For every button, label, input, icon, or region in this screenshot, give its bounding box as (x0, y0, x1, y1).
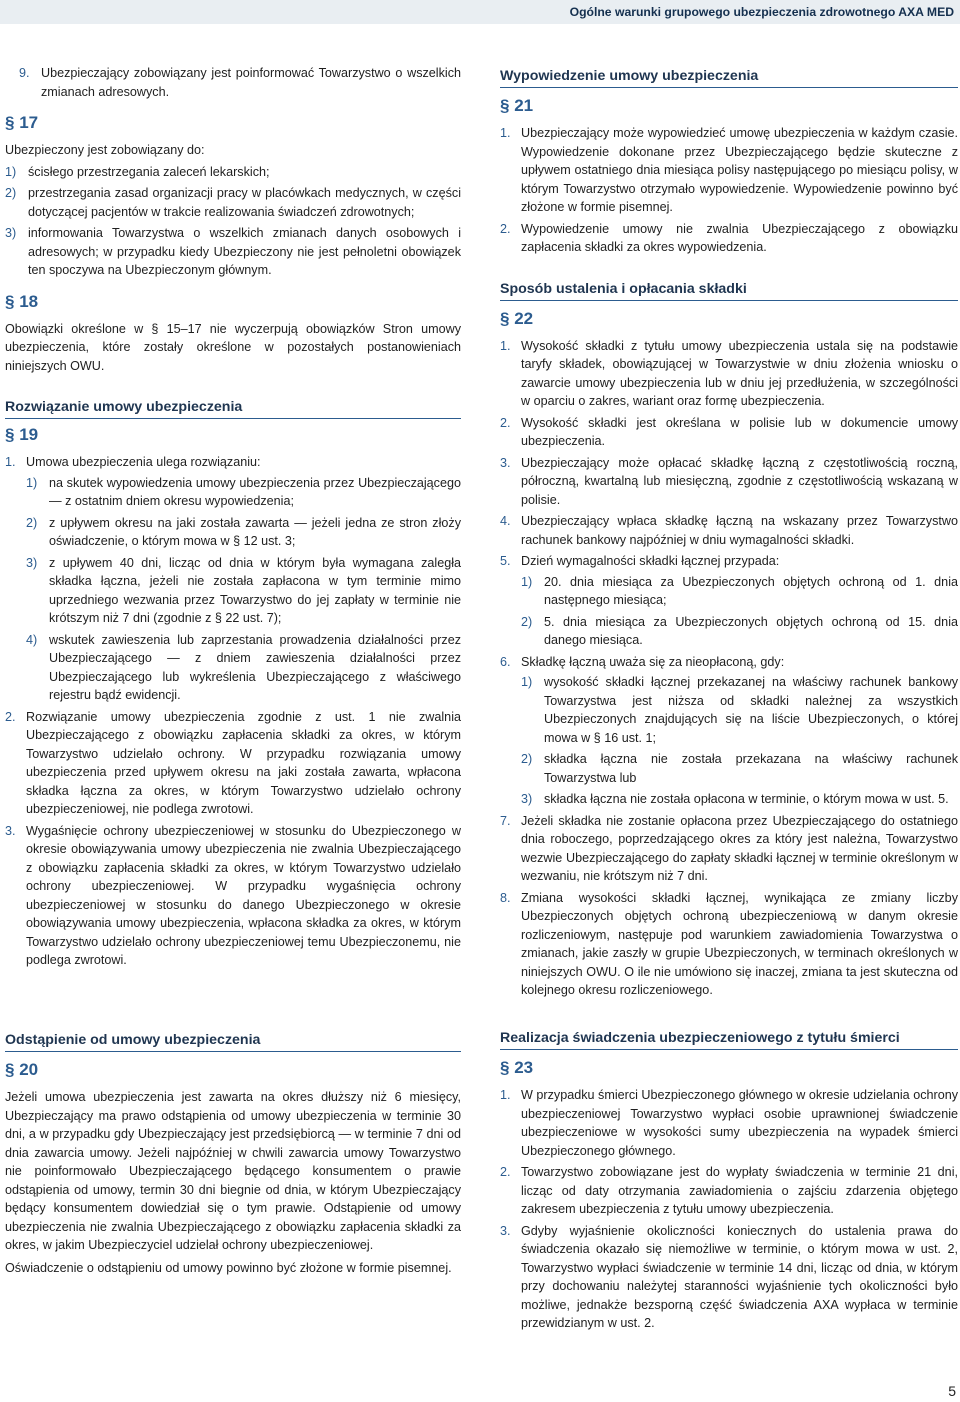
section-22-heading (500, 309, 958, 329)
list-item (500, 552, 958, 650)
item-marker: 3) (5, 226, 17, 240)
item-marker: 9. (19, 66, 30, 80)
item-text: wskutek zawieszenia lub zaprzestania prowadzenia działalności przez Ubezpieczającego — z dniem zawieszenia działalności przez Ubezpieczającego lub wykreślenia Ubezpieczającego z właściwego rejestru bądź ewidencji. (49, 632, 461, 702)
list-item (500, 512, 958, 549)
page-header (0, 0, 960, 24)
item-marker: 1. (5, 455, 16, 469)
item-text: składka łączna nie została przekazana na właściwy rachunek Towarzystwa lub (544, 752, 958, 785)
list-item (500, 889, 958, 1000)
sub-list (521, 573, 958, 650)
item-text: Ubezpieczający może opłacać składkę łączną z częstotliwością roczną, półroczną, kwartalną lub miesięczną, zgodnie z częstotliwością wskazaną w polisie. (521, 455, 958, 507)
right-column-bottom (500, 1030, 958, 1336)
section-21-heading (500, 96, 958, 116)
item-marker: 5. (500, 554, 511, 568)
section-20-heading (5, 1060, 461, 1080)
item-marker: 1) (5, 164, 17, 179)
item-marker: 6. (500, 654, 511, 669)
sub-list-item (26, 631, 461, 705)
section-22-title: Sposób ustalenia i opłacania składki (500, 281, 958, 301)
list-item (500, 414, 958, 451)
item-text: z upływem okresu na jaki została zawarta — jeżeli jedna ze stron złoży oświadczenie, o którym mowa w § 12 ust. 3; (49, 515, 461, 548)
section-number: 19 (19, 425, 39, 444)
item-9-list (5, 64, 461, 101)
item-text: z upływem 40 dni, licząc od dnia w którym była wymagana zaległa składka łączna, jeżeli nie została zapłacona w tym terminie mimo uprzedniego wezwania przez Towarzystwo do jej zapłaty w terminie nie krótszym niż 7 dni (zgodnie z § 22 ust. 7); (49, 555, 461, 625)
sub-list-item (26, 474, 461, 511)
item-text: Składkę łączną uważa się za nieopłaconą, gdy: (521, 654, 785, 669)
section-17-list (5, 163, 461, 280)
section-18-heading (5, 292, 461, 312)
item-marker: 4. (500, 514, 511, 528)
item-marker: 2. (500, 221, 511, 236)
item-marker: 3) (521, 792, 533, 806)
paragraph-sign: § (5, 291, 15, 311)
item-marker: 2) (5, 186, 17, 200)
paragraph-sign: § (500, 1058, 510, 1077)
item-text: Zmiana wysokości składki łącznej, wynikająca ze zmiany liczby Ubezpieczonych objętych ochroną ubezpieczeniową w danym okresie rozliczeniowym, następuje pod warunkiem zawiadomienia Towarzystwa o zmianach, jakie zaszły w grupie Ubezpieczonych, w terminach określonych w niniejszych OWU. O ile nie umówiono się inaczej, zmiana ta jest skuteczna od kolejnego okresu rozliczeniowego. (521, 890, 958, 997)
sub-list-item (26, 514, 461, 551)
section-21-title: Wypowiedzenie umowy ubezpieczenia (500, 68, 958, 88)
section-number: 17 (19, 113, 39, 132)
list-item (5, 822, 461, 970)
item-text: Wygaśnięcie ochrony ubezpieczeniowej w stosunku do Ubezpieczonego w okresie obowiązywania umowy ubezpieczenia nie zwalnia Ubezpieczającego z obowiązku zapłacenia składki za okres, w którym Towarzystwo udzielało ochrony ubezpieczeniowej. W przypadku wygaśnięcia ochrony ubezpieczeniowej w stosunku do danego Ubezpieczonego w okresie obowiązywania umowy ubezpieczenia, wpłacona składka za okres, w którym Towarzystwo udzielało ochrony ubezpieczeniowej temu Ubezpieczonemu, nie podlega zwrotowi. (26, 823, 461, 967)
document-title (570, 5, 954, 19)
section-number: 22 (514, 308, 534, 328)
list-item (500, 1163, 958, 1219)
left-column (5, 64, 461, 973)
item-text: ścisłego przestrzegania zaleceń lekarskich; (28, 164, 270, 179)
item-text: Wypowiedzenie umowy nie zwalnia Ubezpieczającego z obowiązku zapłacenia składki za okres wypowiedzenia. (521, 221, 958, 254)
item-text: Ubezpieczający wpłaca składkę łączną na wskazany przez Towarzystwo rachunek bankowy najpóźniej w dniu wymagalności składki. (521, 514, 958, 547)
document-title-text: Ogólne warunki grupowego ubezpieczenia zdrowotnego (569, 5, 896, 19)
section-20-title: Odstąpienie od umowy ubezpieczenia (5, 1032, 461, 1052)
item-marker: 3. (5, 823, 16, 838)
section-23-list (500, 1086, 958, 1333)
sub-list-item (521, 673, 958, 747)
section-17-heading (5, 113, 461, 133)
section-20-paragraph-2: Oświadczenie o odstąpieniu od umowy powinno być złożone w formie pisemnej. (5, 1260, 452, 1275)
section-22-list (500, 337, 958, 1000)
item-marker: 1. (500, 338, 511, 353)
item-marker: 2) (521, 752, 533, 766)
item-text: przestrzegania zasad organizacji pracy w placówkach medycznych, w części dotyczącej pacjentów w trakcie realizowania świadczeń zdrowotnych; (28, 186, 461, 219)
sub-list (521, 673, 958, 809)
section-17-intro: Ubezpieczony jest zobowiązany do: (5, 143, 205, 157)
item-text: Wysokość składki z tytułu umowy ubezpieczenia ustala się na podstawie taryfy składek, obowiązującej w Towarzystwie w dniu złożenia wniosku o zawarcie umowy ubezpieczenia lub w dniu jej przedłużenia, w szczególności w oparciu o zakres, wariant oraz formę ubezpieczenia. (521, 338, 958, 408)
item-marker: 1. (500, 126, 511, 140)
item-text: informowania Towarzystwa o wszelkich zmianach danych osobowych i adresowych; w przypadku kiedy Ubezpieczony nie jest pełnoletni obowiązek ten spoczywa na Ubezpieczonym głównym. (28, 226, 461, 277)
page-number: 5 (948, 1383, 956, 1399)
item-text: W przypadku śmierci Ubezpieczonego głównego w okresie udzielania ochrony ubezpieczeniowej Towarzystwo wypłaci osobie uprawnionej świadczenie ubezpieczeniowe w wysokości sumy ubezpieczenia na wypadek śmierci Ubezpieczonego głównego. (521, 1088, 958, 1158)
item-marker: 4) (26, 632, 38, 647)
list-item (5, 453, 461, 705)
list-item (500, 124, 958, 217)
section-number: 20 (19, 1060, 39, 1079)
item-text: Towarzystwo zobowiązane jest do wypłaty świadczenia w terminie 21 dni, licząc od daty otrzymania zawiadomienia o zajściu zdarzenia objętego zakresem ubezpieczenia z tytułu umowy ubezpieczenia. (521, 1165, 958, 1216)
section-number: 23 (514, 1058, 534, 1077)
list-item (500, 1222, 958, 1333)
list-item (5, 224, 461, 280)
paragraph-sign: § (500, 308, 510, 328)
section-21-list (500, 124, 958, 257)
paragraph-sign: § (500, 96, 510, 115)
item-marker: 1) (26, 475, 38, 490)
brand-name: AXA MED (898, 5, 954, 19)
item-text: Umowa ubezpieczenia ulega rozwiązaniu: (26, 455, 261, 469)
item-marker: 2) (26, 515, 38, 530)
sub-list (26, 474, 461, 705)
item-text: 5. dnia miesiąca za Ubezpieczonych objętych ochroną od 15. dnia danego miesiąca. (544, 614, 958, 647)
item-marker: 1) (521, 675, 533, 689)
section-19-title: Rozwiązanie umowy ubezpieczenia (5, 399, 461, 419)
section-number: 21 (514, 96, 534, 115)
list-item (5, 163, 461, 182)
sub-list-item (521, 573, 958, 610)
sub-list-item (26, 554, 461, 628)
item-text: Ubezpieczający zobowiązany jest poinformować Towarzystwo o wszelkich zmianach adresowych. (41, 66, 461, 99)
item-marker: 1. (500, 1088, 511, 1102)
left-column-bottom (5, 1032, 461, 1277)
list-item (500, 653, 958, 809)
item-text: Wysokość składki jest określana w polisie lub w dokumencie umowy ubezpieczenia. (521, 415, 958, 448)
list-item (500, 337, 958, 411)
item-text: na skutek wypowiedzenia umowy ubezpieczenia przez Ubezpieczającego — z ostatnim dniem okresu wypowiedzenia; (49, 475, 461, 508)
list-item (5, 184, 461, 221)
paragraph-sign: § (5, 425, 15, 444)
section-18-text: Obowiązki określone w § 15–17 nie wyczerpują obowiązków Stron umowy ubezpieczenia, które zostały określone w pozostałych postanowieniach niniejszych OWU. (5, 321, 461, 373)
item-marker: 3. (500, 1223, 511, 1238)
item-text: Ubezpieczający może wypowiedzieć umowę ubezpieczenia w każdym czasie. Wypowiedzenie dokonane przez Ubezpieczającego będzie skuteczne z upływem ostatniego dnia miesiąca polisy następującego po miesiącu polisy, w którym Towarzystwo otrzymało wypowiedzenie. Wypowiedzenie powinno być złożone w formie pisemnej. (521, 126, 958, 214)
section-number: 18 (19, 291, 39, 311)
item-marker: 2. (500, 415, 511, 430)
right-column (500, 68, 958, 1003)
item-text: Rozwiązanie umowy ubezpieczenia zgodnie z ust. 1 nie zwalnia Ubezpieczającego z obowiązku zapłacenia składki za okres, w którym Towarzystwo udzielało ochrony. W przypadku rozwiązania umowy ubezpieczenia przed upływem okresu na jaki została zawarta, wpłacona składka łączna za okres, w którym Towarzystwo udzielało ochrony ubezpieczeniowej, nie podlega zwrotowi. (26, 709, 461, 816)
list-item (5, 708, 461, 819)
list-item (500, 812, 958, 886)
section-20-paragraph-1: Jeżeli umowa ubezpieczenia jest zawarta na okres dłuższy niż 6 miesięcy, Ubezpieczający ma prawo odstąpienia od umowy ubezpieczenia w terminie 30 dni, a w przypadku gdy Ubezpieczający jest przedsiębiorcą — w terminie 7 dni od dnia zawarcia umowy. Jeżeli najpóźniej w chwili zawarcia umowy Towarzystwo nie poinformowało Ubezpieczającego będącego konsumentem o prawie odstąpienia od umowy, termin 30 dni biegnie od dnia, w którym Ubezpieczający będący konsumentem dowiedział się o tym prawie. Odstąpienie od umowy ubezpieczenia nie zwalnia Ubezpieczającego z obowiązku zapłacenia składki za okres, w jakim Ubezpieczyciel udzielał ochrony ubezpieczeniowej. (5, 1090, 461, 1252)
item-text: Dzień wymagalności składki łącznej przypada: (521, 554, 780, 568)
item-marker: 2. (5, 709, 16, 724)
section-19-heading (5, 425, 461, 445)
item-marker: 2. (500, 1165, 511, 1179)
sub-list-item (521, 613, 958, 650)
item-text: 20. dnia miesiąca za Ubezpieczonych objętych ochroną od 1. dnia następnego miesiąca; (544, 574, 958, 607)
sub-list-item (521, 790, 958, 809)
item-marker: 2) (521, 614, 533, 629)
list-item (5, 64, 461, 101)
item-marker: 8. (500, 890, 511, 905)
item-marker: 3) (26, 555, 38, 570)
section-19-list (5, 453, 461, 970)
list-item (500, 1086, 958, 1160)
item-text: Jeżeli składka nie zostanie opłacona przez Ubezpieczającego do ostatniego dnia roboczego, poprzedzającego okres za który jest należna, Towarzystwo wezwie Ubezpieczającego do zapłaty składki łącznej w terminie określonym w wezwaniu, nie krótszym niż 7 dni. (521, 813, 958, 883)
paragraph-sign: § (5, 1060, 15, 1079)
item-marker: 7. (500, 813, 511, 828)
section-23-title: Realizacja świadczenia ubezpieczeniowego z tytułu śmierci (500, 1030, 958, 1050)
paragraph-sign: § (5, 113, 15, 132)
item-marker: 1) (521, 574, 533, 589)
item-text: wysokość składki łącznej przekazanej na właściwy rachunek bankowy Towarzystwa jest niższa od składki należnej za wszystkich Ubezpieczonych znajdujących się na liście Ubezpieczonych, o której mowa w § 16 ust. 1; (544, 675, 958, 745)
section-23-heading (500, 1058, 958, 1078)
item-text: składka łączna nie została opłacona w terminie, o którym mowa w ust. 5. (544, 792, 949, 806)
item-text: Gdyby wyjaśnienie okoliczności koniecznych do ustalenia prawa do świadczenia okazało się niemożliwe w terminie, o którym mowa w ust. 2, Towarzystwo wypłaci świadczenie w terminie 14 dni, licząc od dnia, w którym przy dochowaniu należytej staranności wyjaśnienie tych okoliczności było możliwe, jednakże bezsporną część świadczenia AXA wypłaca w terminie przewidzianym w ust. 2. (521, 1223, 958, 1330)
sub-list-item (521, 750, 958, 787)
list-item (500, 220, 958, 257)
list-item (500, 454, 958, 510)
item-marker: 3. (500, 455, 511, 470)
